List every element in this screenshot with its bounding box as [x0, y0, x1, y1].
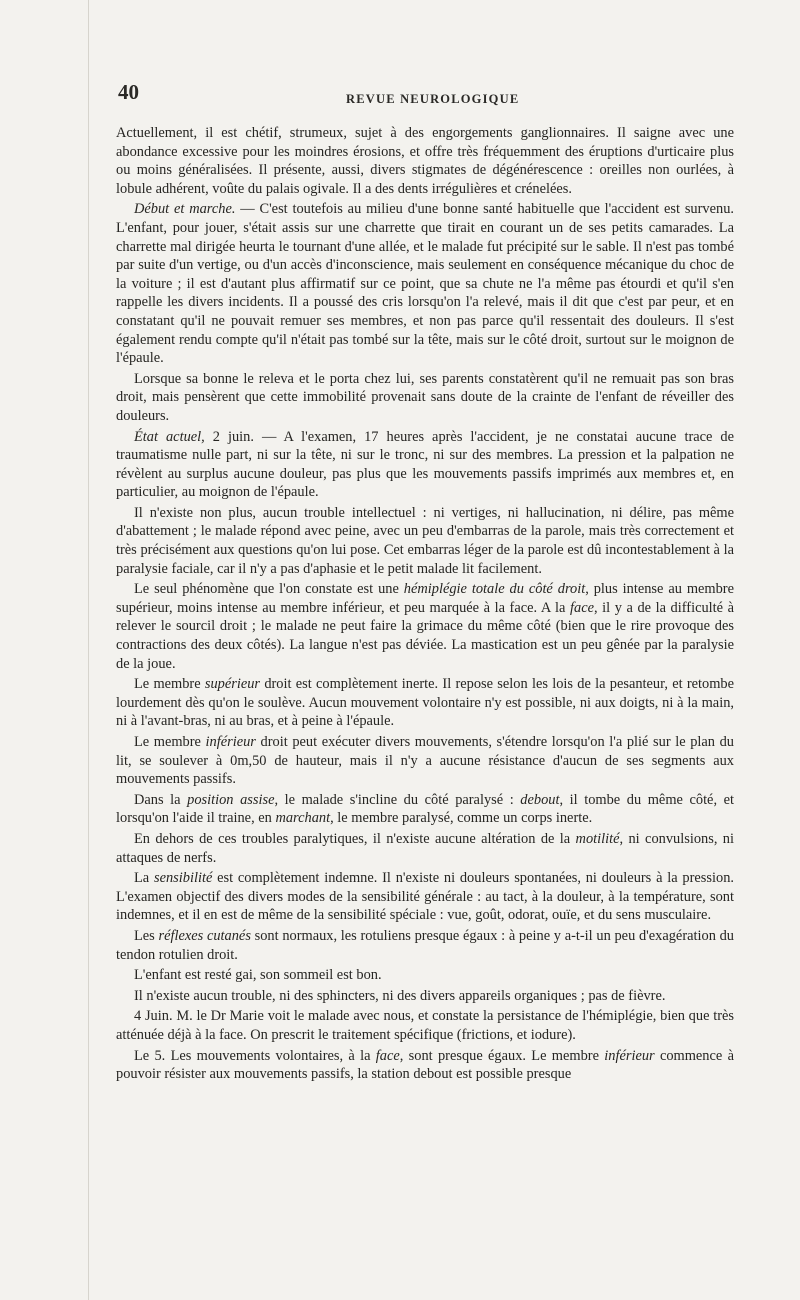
- scan-edge-line: [88, 0, 89, 1300]
- paragraph: Le seul phénomène que l'on constate est une hémiplégie totale du côté droit, plus intense au membre supérieur, moins intense au membre inférieur, et peu marquée à la face. A la face, il y a de la difficulté à relever le sourcil droit ; le malade ne peut faire la grimace du même côté (bien que le rire provoque des contractions des deux côtés). La langue n'est pas déviée. La mastication est un peu gênée par la paralysie de la joue.: [116, 581, 734, 672]
- section-lead: Début et marche.: [134, 201, 236, 218]
- paragraph: Début et marche. — C'est toutefois au milieu d'une bonne santé habituelle que l'accident est survenu. L'enfant, pour jouer, s'était assis sur une charrette que tirait en courant un de ses petits camarades. La charrette mal dirigée heurta le tournant d'une allée, et le malade fut précipité sur le sable. Il n'est pas tombé par suite d'un vertige, ou d'un accès d'inconscience, mais seulement en conséquence mécanique du choc de la voiture ; il est d'autant plus affirmatif sur ce point, que sa chute ne l'a même pas étourdi et qu'il s'en rappelle les divers incidents. Il a poussé des cris lorsqu'on l'a relevé, mais il dit que c'est par peur, et en constatant qu'il ne pouvait remuer ses membres, et non pas parce qu'il ressentait des douleurs. Il s'est également rendu compte qu'il n'était pas tombé sur la tête, mais sur le côté droit, surtout sur le moignon de l'épaule.: [116, 201, 734, 367]
- section-lead: État actuel,: [134, 428, 205, 445]
- paragraph: Il n'existe non plus, aucun trouble intellectuel : ni vertiges, ni hallucination, ni délire, pas même d'abattement ; le malade répond avec peine, avec un peu d'embarras de la parole, mais très correctement et très précisément aux questions qu'on lui pose. Cet embarras léger de la parole est dû incontestablement à la paralysie faciale, car il n'y a pas d'aphasie et le petit malade lit facilement.: [116, 504, 734, 577]
- paragraph: Actuellement, il est chétif, strumeux, sujet à des engorgements ganglionnaires. Il saigne avec une abondance excessive pour les moindres érosions, et offre très fréquemment des éruptions d'urticaire plus ou moins généralisées. Il présente, aussi, divers stigmates de dégénérescence : oreilles non ourlées, à lobule adhérent, voûte du palais ogivale. Il a des dents irrégulières et crénelées.: [116, 125, 734, 197]
- paragraph: Lorsque sa bonne le releva et le porta chez lui, ses parents constatèrent qu'il ne remuait pas son bras droit, mais pensèrent que cette immobilité provenait sans doute de la crainte de l'enfant de réveiller des douleurs.: [116, 370, 734, 424]
- paragraph: Le membre inférieur droit peut exécuter divers mouvements, s'étendre lorsqu'on l'a plié sur le plan du lit, se soulever à 0m,50 de hauteur, mais il n'y a aucune résistance d'aucun de ses segments aux mouvements passifs.: [116, 734, 734, 788]
- paragraph: En dehors de ces troubles paralytiques, il n'existe aucune altération de la motilité, ni convulsions, ni attaques de nerfs.: [116, 830, 734, 866]
- body-text: [116, 124, 734, 1084]
- paragraph: Dans la position assise, le malade s'incline du côté paralysé : debout, il tombe du même côté, et lorsqu'on l'aide il traine, en marchant, le membre paralysé, comme un corps inerte.: [116, 791, 735, 827]
- paragraph: Les réflexes cutanés sont normaux, les rotuliens presque égaux : à peine y a-t-il un peu d'exagération du tendon rotulien droit.: [116, 927, 734, 963]
- paragraph: Il n'existe aucun trouble, ni des sphincters, ni des divers appareils organiques ; pas de fièvre.: [134, 987, 666, 1004]
- paragraph: Le 5. Les mouvements volontaires, à la face, sont presque égaux. Le membre inférieur commence à pouvoir résister aux mouvements passifs, la station debout est possible presque: [116, 1047, 734, 1083]
- paragraph: 4 Juin. M. le Dr Marie voit le malade avec nous, et constate la persistance de l'hémiplégie, bien que très atténuée déjà à la face. On prescrit le traitement spécifique (frictions, et iodure).: [116, 1008, 734, 1043]
- paragraph: La sensibilité est complètement indemne. Il n'existe ni douleurs spontanées, ni douleurs à la pression. L'examen objectif des divers modes de la sensibilité générale : au tact, à la douleur, à la température, sont indemnes, et il en est de même de la sensibilité spéciale : vue, goût, odorat, ouïe, et du sens musculaire.: [116, 870, 734, 924]
- paragraph: L'enfant est resté gai, son sommeil est bon.: [134, 967, 382, 984]
- running-title: REVUE NEUROLOGIQUE: [346, 92, 520, 106]
- page-number: 40: [118, 80, 139, 104]
- paragraph: État actuel, 2 juin. — A l'examen, 17 heures après l'accident, je ne constatai aucune trace de traumatisme nulle part, ni sur la tête, ni sur le tronc, ni sur des membres. La pression et la palpation ne révèlent au surplus aucune douleur, pas plus que les mouvements passifs imprimés aux membres et, en particulier, au moignon de l'épaule.: [116, 428, 734, 501]
- paragraph: Le membre supérieur droit est complètement inerte. Il repose selon les lois de la pesanteur, et retombe lourdement dès qu'on le soulève. Aucun mouvement volontaire n'y est possible, ni aux doigts, ni à la main, ni à l'avant-bras, ni au bras, et à peine à l'épaule.: [116, 676, 734, 730]
